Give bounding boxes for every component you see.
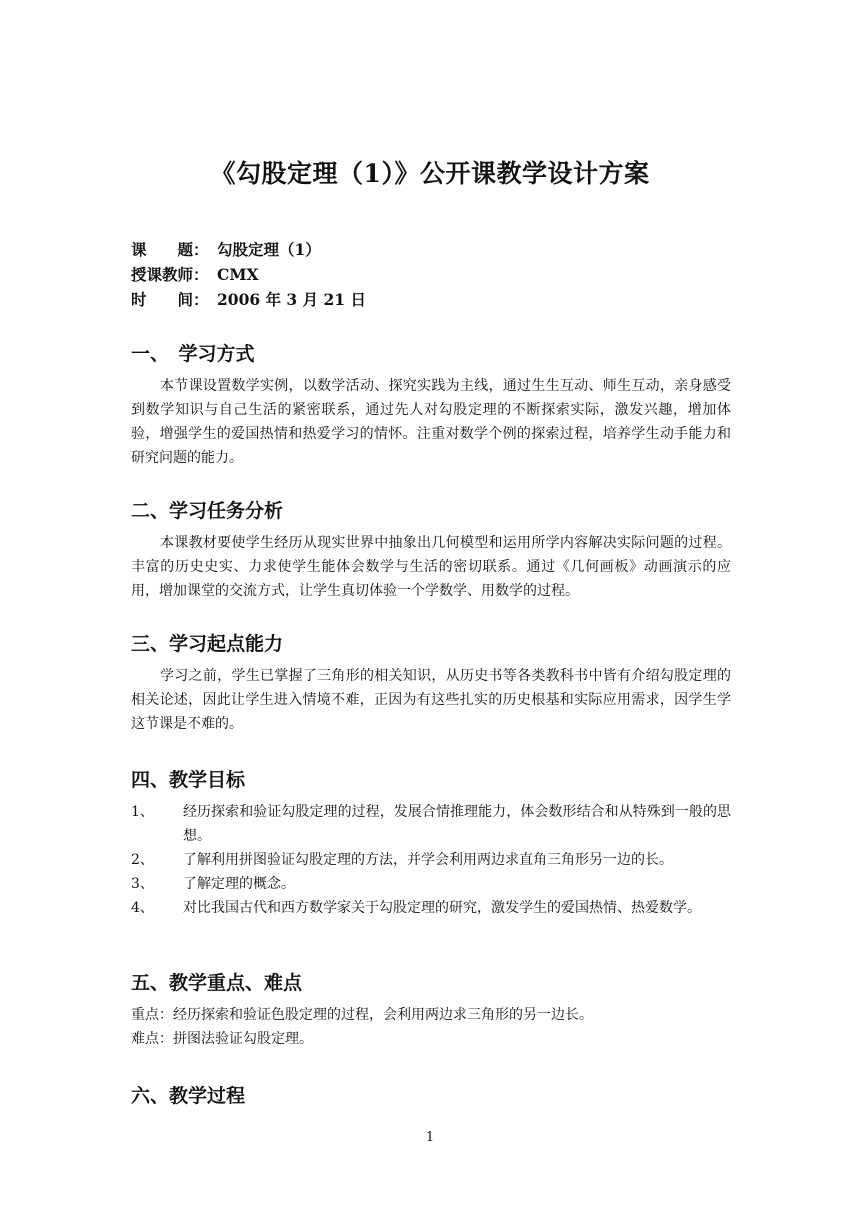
section-heading: 四、教学目标 [131, 769, 246, 791]
key-point-line: 重点：经历探索和验证色股定理的过程，会利用两边求三角形的另一边长。 [131, 1007, 593, 1023]
list-item-text: 对比我国古代和西方数学家关于勾股定理的研究，激发学生的爱国热情、热爱数学。 [183, 900, 701, 916]
section-heading: 一、 学习方式 [131, 343, 255, 365]
meta-topic-label: 课 题： [131, 240, 209, 259]
list-item-number: 4、 [131, 900, 154, 916]
goals-list [131, 800, 731, 920]
list-item-number: 3、 [131, 876, 154, 892]
section-key-points [131, 969, 731, 1051]
section-paragraph: 本节课设置数学实例，以数学活动、探究实践为主线，通过生生互动、师生互动，亲身感受到数学知识与自己生活的紧密联系，通过先人对勾股定理的不断探索实际，激发兴趣，增加体验，增强学生的爱国热情和热爱学习的情怀。注重对数学个例的探索过程，培养学生动手能力和研究问题的能力。 [131, 378, 731, 466]
section-paragraph: 学习之前，学生已掌握了三角形的相关知识，从历史书等各类教科书中皆有介绍勾股定理的相关论述，因此让学生进入情境不难，正因为有这些扎实的历史根基和实际应用需求，因学生学这节课是不难的。 [131, 668, 731, 732]
list-item-text: 了解利用拼图验证勾股定理的方法，并学会利用两边求直角三角形另一边的长。 [183, 852, 673, 868]
meta-time-value: 2006 年 3 月 21 日 [217, 290, 366, 309]
section-learning-mode [131, 340, 731, 470]
section-starting-ability [131, 630, 731, 736]
section-paragraph: 本课教材要使学生经历从现实世界中抽象出几何模型和运用所学内容解决实际问题的过程。丰富的历史史实、力求使学生能体会数学与生活的密切联系。通过《几何画板》动画演示的应用，增加课堂的交流方式，让学生真切体验一个学数学、用数学的过程。 [131, 535, 731, 599]
list-item [131, 872, 731, 896]
meta-topic-value: 勾股定理（1） [217, 240, 321, 259]
meta-teacher-value: CMX [217, 265, 259, 284]
difficult-point-line: 难点：拼图法验证勾股定理。 [131, 1031, 313, 1047]
list-item-text: 了解定理的概念。 [183, 876, 295, 892]
section-teaching-process [131, 1082, 731, 1110]
meta-topic [131, 237, 366, 262]
section-heading: 三、学习起点能力 [131, 633, 284, 655]
meta-time-label: 时 间： [131, 290, 209, 309]
section-heading: 六、教学过程 [131, 1085, 246, 1107]
section-heading: 二、学习任务分析 [131, 500, 284, 522]
section-heading: 五、教学重点、难点 [131, 972, 303, 994]
list-item-number: 2、 [131, 852, 154, 868]
meta-teacher [131, 262, 366, 287]
list-item [131, 896, 731, 920]
list-item [131, 848, 731, 872]
document-title: 《勾股定理（1）》公开课教学设计方案 [210, 159, 650, 188]
list-item-text: 经历探索和验证勾股定理的过程，发展合情推理能力，体会数形结合和从特殊到一般的思想。 [183, 804, 731, 844]
meta-time [131, 287, 366, 312]
page-number: 1 [425, 1130, 435, 1145]
section-task-analysis [131, 497, 731, 603]
lesson-meta [131, 237, 366, 312]
meta-teacher-label: 授课教师： [131, 265, 209, 284]
section-teaching-goals [131, 766, 731, 920]
list-item-number: 1、 [131, 804, 154, 820]
list-item [131, 800, 731, 848]
